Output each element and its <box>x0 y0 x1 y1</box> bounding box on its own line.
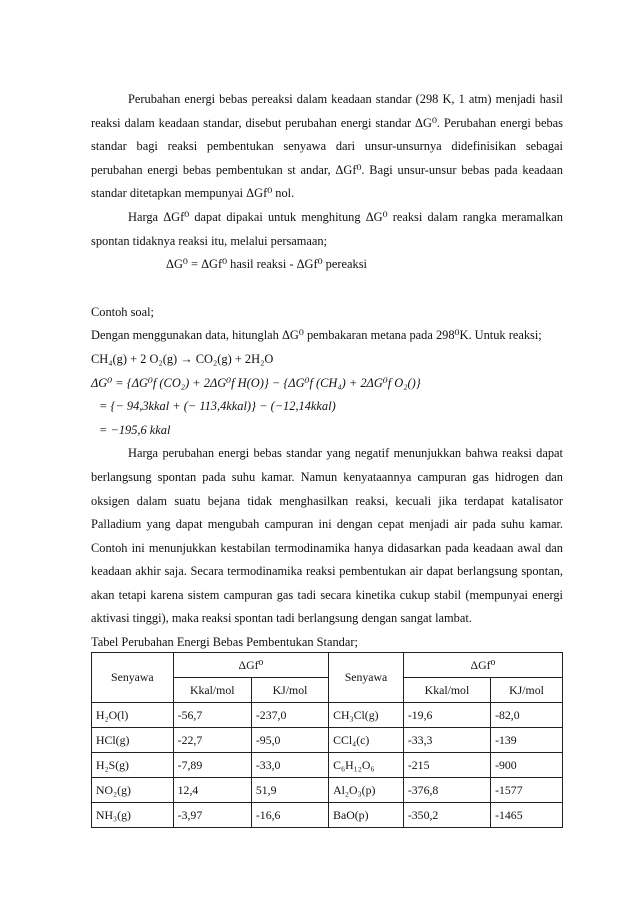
table-cell: -237,0 <box>251 703 328 728</box>
table-cell: -1577 <box>491 778 563 803</box>
table-cell: BaO(p) <box>329 803 404 828</box>
header-senyawa-2: Senyawa <box>329 653 404 703</box>
table-cell: H₂S(g) <box>92 753 174 778</box>
table-cell: HCl(g) <box>92 728 174 753</box>
paragraph-intro: Perubahan energi bebas pereaksi dalam keadaan standar (298 K, 1 atm) menjadi hasil reaksi dalam keadaan standar, disebut perubahan energi standar ΔG⁰. Perubahan energi bebas standar bagi reaksi pembentukan senyawa dari unsur-unsurnya didefinisikan sebagai perubahan energi bebas pembentukan st andar, ΔGf⁰. Bagi unsur-unsur bebas pada keadaan standar ditetapkan mempunyai ΔGf⁰ nol. <box>91 92 563 201</box>
header-dgf-2: ΔGf⁰ <box>403 653 562 678</box>
paragraph-harga: Harga ΔGf⁰ dapat dipakai untuk menghitung ΔG⁰ reaksi dalam rangka meramalkan spontan tidaknya reaksi itu, melalui persamaan; <box>91 209 563 248</box>
energy-table <box>91 652 563 828</box>
table-row <box>92 728 563 753</box>
table-row <box>92 753 563 778</box>
header-kj-2: KJ/mol <box>491 678 563 703</box>
table-cell: Al₂O₃(p) <box>329 778 404 803</box>
table-cell: -33,0 <box>251 753 328 778</box>
header-senyawa-1: Senyawa <box>92 653 174 703</box>
table-cell: 12,4 <box>173 778 251 803</box>
table-cell: NH₃(g) <box>92 803 174 828</box>
table-cell: C₆H₁₂O₆ <box>329 753 404 778</box>
table-cell: -350,2 <box>403 803 490 828</box>
equation-dg: ΔG⁰ = ΔGf⁰ hasil reaksi - ΔGf⁰ pereaksi <box>166 257 367 272</box>
table-cell: -139 <box>491 728 563 753</box>
table-cell: -376,8 <box>403 778 490 803</box>
table-cell: -7,89 <box>173 753 251 778</box>
table-cell: -82,0 <box>491 703 563 728</box>
math-line-2: = {− 94,3kkal + (− 113,4kkal)} − (−12,14kkal) <box>99 399 336 414</box>
table-row <box>92 703 563 728</box>
math-line-3: = −195,6 kkal <box>99 422 171 437</box>
table-cell: -900 <box>491 753 563 778</box>
table-cell: -3,97 <box>173 803 251 828</box>
table-caption: Tabel Perubahan Energi Bebas Pembentukan Standar; <box>91 635 358 650</box>
table-cell: -1465 <box>491 803 563 828</box>
table-cell: -33,3 <box>403 728 490 753</box>
table-cell: -16,6 <box>251 803 328 828</box>
table-cell: 51,9 <box>251 778 328 803</box>
table-cell: -19,6 <box>403 703 490 728</box>
header-kj-1: KJ/mol <box>251 678 328 703</box>
table-row <box>92 778 563 803</box>
table-cell: CCl₄(c) <box>329 728 404 753</box>
table-cell: -215 <box>403 753 490 778</box>
reaction-equation: CH₄(g) + 2 O₂(g) → CO₂(g) + 2H₂O <box>91 351 274 366</box>
paragraph-harga2: Harga perubahan energi bebas standar yang negatif menunjukkan bahwa reaksi dapat berlangsung spontan pada suhu kamar. Namun kenyataannya campuran gas hidrogen dan oksigen dalam suatu bejana tidak menghasilkan reaksi, kecuali jika terdapat katalisator Palladium yang dapat mengubah campuran ini dengan cepat menjadi air pada suhu kamar. Contoh ini menunjukkan kestabilan termodinamika hanya didasarkan pada keadaan awal dan keadaan akhir saja. Secara termodinamika reaksi pembentukan air dapat berlangsung spontan, akan tetapi karena sistem campuran gas tadi secara kinetika cukup stabil (mempunyai energi aktivasi tinggi), maka reaksi spontan tadi berlangsung dengan sangat lambat. <box>91 446 563 626</box>
contoh-text: Dengan menggunakan data, hitunglah ΔG⁰ pembakaran metana pada 298⁰K. Untuk reaksi; <box>91 328 542 343</box>
header-dgf-1: ΔGf⁰ <box>173 653 328 678</box>
contoh-title: Contoh soal; <box>91 304 154 319</box>
table-cell: H₂O(l) <box>92 703 174 728</box>
table-cell: CH₃Cl(g) <box>329 703 404 728</box>
table-cell: -95,0 <box>251 728 328 753</box>
table-row <box>92 803 563 828</box>
header-kkal-2: Kkal/mol <box>403 678 490 703</box>
text-body <box>91 88 563 655</box>
math-line-1: ΔG⁰ = {ΔG⁰f (CO₂) + 2ΔG⁰f H(O)} − {ΔG⁰f (CH₄) + 2ΔG⁰f O₂()} <box>91 375 421 390</box>
header-kkal-1: Kkal/mol <box>173 678 251 703</box>
table-cell: NO₂(g) <box>92 778 174 803</box>
table-cell: -22,7 <box>173 728 251 753</box>
table-cell: -56,7 <box>173 703 251 728</box>
